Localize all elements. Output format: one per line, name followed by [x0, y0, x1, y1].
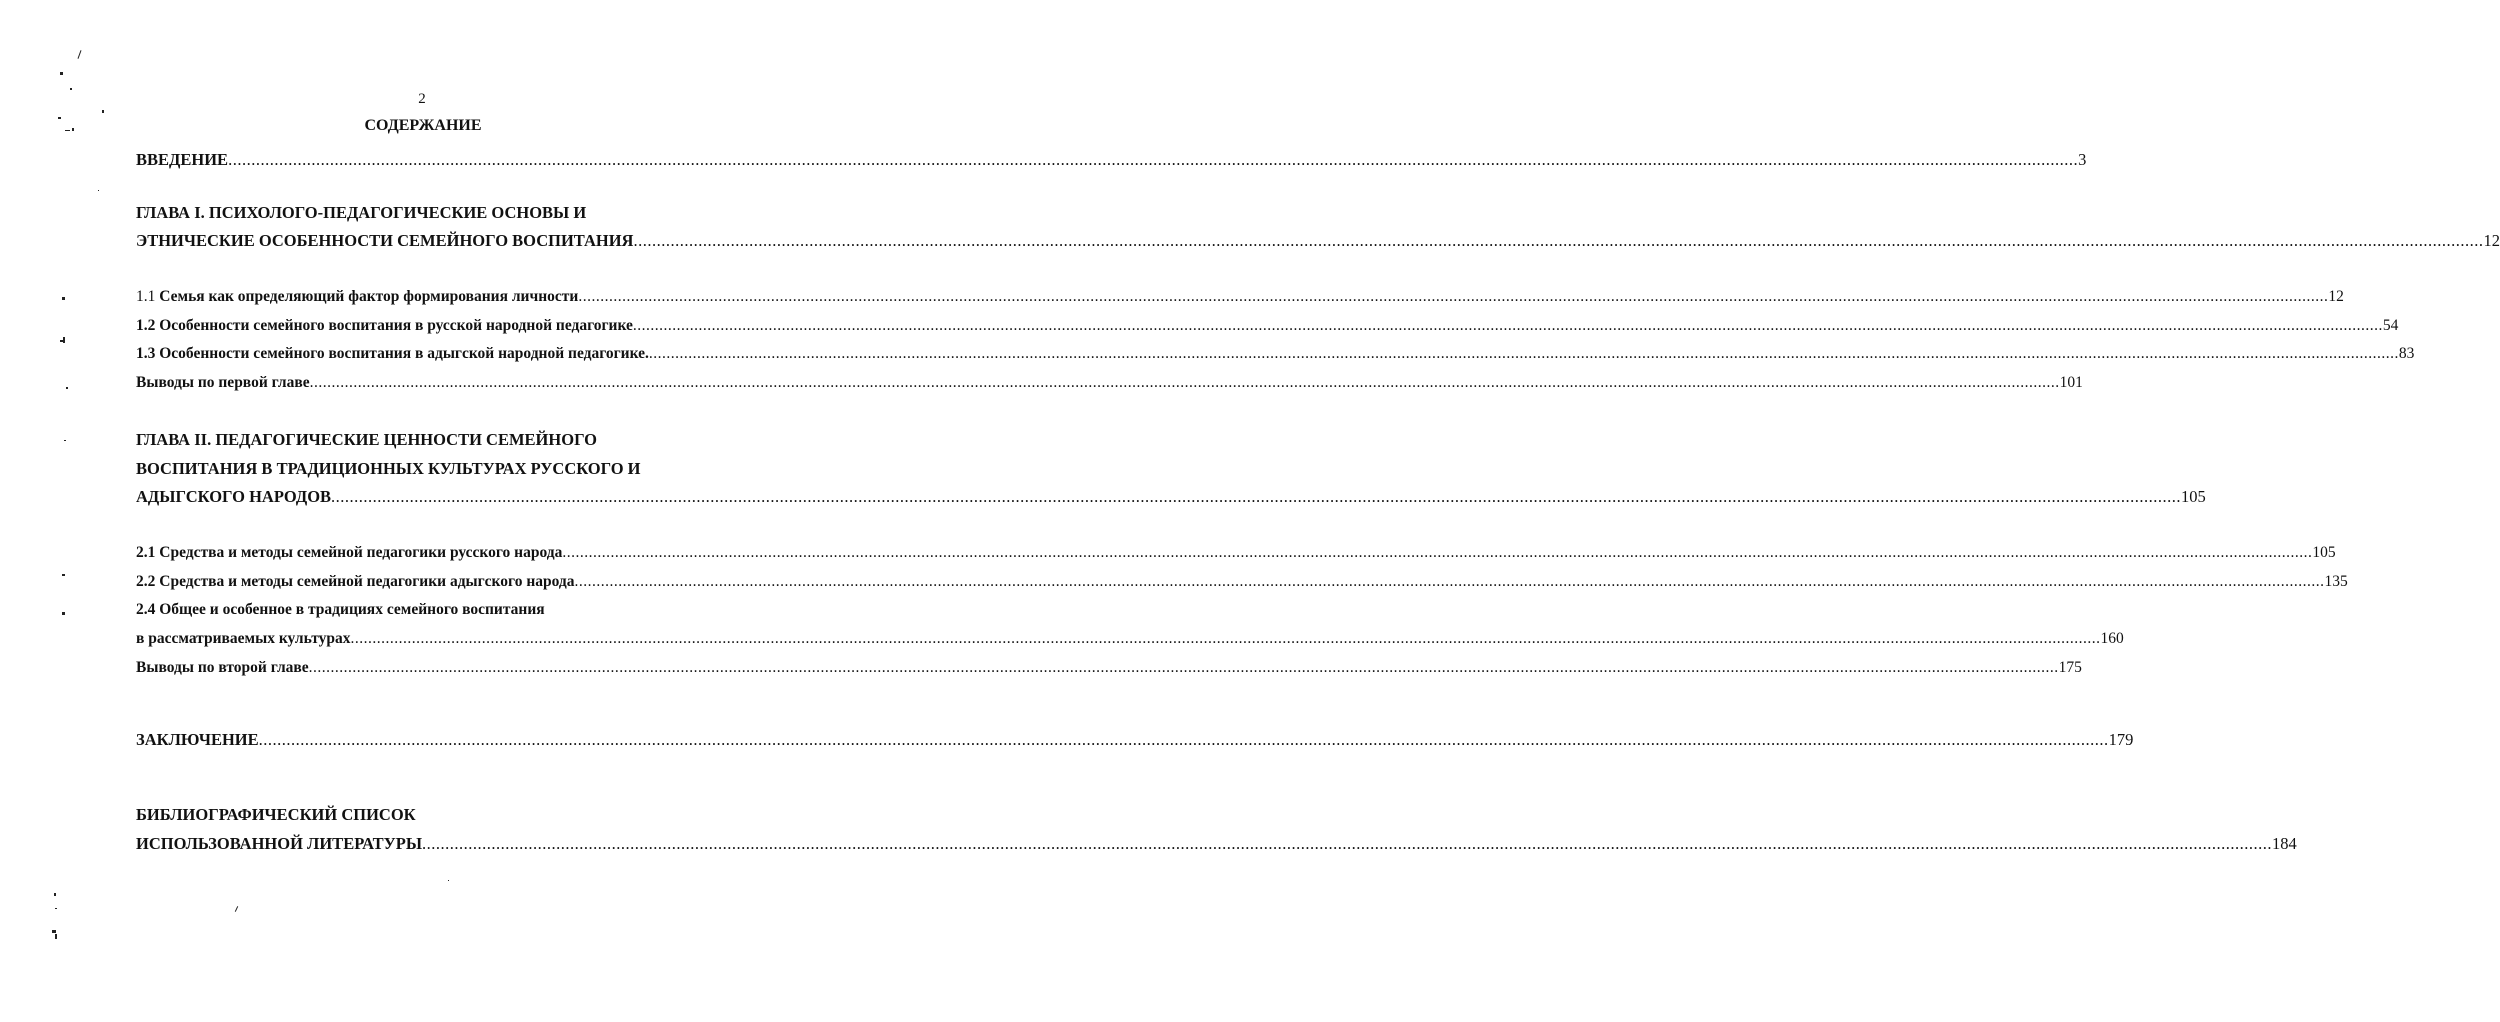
scan-speck [62, 297, 65, 300]
scan-speck [70, 88, 72, 90]
scan-speck [235, 906, 238, 912]
toc-entry-2-2 [136, 573, 2348, 591]
dot-leader: ................................................................................................................................................................................................................................................................................................................................................................................................................ [648, 345, 2399, 362]
scan-speck [55, 908, 57, 909]
toc-entry-text: ЭТНИЧЕСКИЕ ОСОБЕННОСТИ СЕМЕЙНОГО ВОСПИТАНИЯ [136, 231, 634, 250]
toc-page-number: 179 [2108, 730, 2134, 749]
toc-page-number: 175 [2058, 659, 2082, 676]
scan-speck [64, 440, 66, 441]
toc-title: СОДЕРЖАНИЕ [364, 117, 482, 134]
toc-entry-text: 1.3 Особенности семейного воспитания в адыгской народной педагогике. [136, 345, 649, 362]
toc-entry-chapter1 [136, 231, 2500, 251]
scan-speck [55, 934, 57, 939]
scan-speck [62, 612, 65, 615]
toc-entry-chapter2 [136, 487, 2206, 507]
toc-page-number: 105 [2312, 544, 2336, 561]
toc-entry-1-2 [136, 317, 2399, 335]
toc-page-number: 3 [2078, 150, 2087, 169]
dot-leader: ................................................................................................................................................................................................................................................................................................................................................................................................................ [578, 288, 2329, 305]
scan-speck [66, 387, 68, 389]
scan-speck [72, 128, 74, 131]
toc-entry-conclusion [136, 730, 2134, 750]
page-number: 2 [418, 91, 426, 107]
dot-leader: ................................................................................................................................................................................................................................................................................................................................................................................................................ [350, 630, 2101, 647]
toc-entry-text: 2.1 Средства и методы семейной педагогики русского народа [136, 544, 563, 561]
toc-entry-text: ЗАКЛЮЧЕНИЕ [136, 730, 259, 749]
toc-entry-text: 1.2 Особенности семейного воспитания в русской народной педагогике [136, 317, 633, 334]
scan-speck [62, 574, 65, 576]
dot-leader: ................................................................................................................................................................................................................................................................................................................................................................................................................ [632, 317, 2383, 334]
toc-page-number: 12 [2483, 231, 2500, 250]
toc-entry-2-1 [136, 544, 2336, 562]
dot-leader: ................................................................................................................................................................................................................................................................................................................................................................................................................ [574, 573, 2325, 590]
dot-leader: ................................................................................................................................................................................................................................................................................................................................................................................................................ [562, 544, 2313, 561]
toc-entry-text: Выводы по первой главе [136, 374, 310, 391]
toc-page-number: 12 [2328, 288, 2344, 305]
dot-leader: ................................................................................................................................................................................................................................................................................................................................................................................................................ [422, 834, 2273, 853]
scan-speck [54, 893, 56, 896]
toc-page-number: 160 [2100, 630, 2124, 647]
dot-leader: ................................................................................................................................................................................................................................................................................................................................................................................................................ [228, 150, 2079, 169]
dot-leader: ................................................................................................................................................................................................................................................................................................................................................................................................................ [309, 374, 2060, 391]
toc-entry-text: Семья как определяющий фактор формирования личности [159, 288, 579, 305]
toc-entry-text: ВВЕДЕНИЕ [136, 150, 229, 169]
bibliography-heading-line1: БИБЛИОГРАФИЧЕСКИЙ СПИСОК [136, 805, 416, 824]
dot-leader: ................................................................................................................................................................................................................................................................................................................................................................................................................ [308, 659, 2059, 676]
toc-page-number: 54 [2382, 317, 2399, 334]
dot-leader: ................................................................................................................................................................................................................................................................................................................................................................................................................ [331, 487, 2182, 506]
scan-speck [65, 130, 70, 131]
chapter2-heading-line1: ГЛАВА II. ПЕДАГОГИЧЕСКИЕ ЦЕННОСТИ СЕМЕЙНОГО [136, 430, 597, 449]
dot-leader: ................................................................................................................................................................................................................................................................................................................................................................................................................ [258, 730, 2109, 749]
toc-entry-1-1 [136, 288, 2344, 306]
toc-entry-2-4-line1: 2.4 Общее и особенное в традициях семейного воспитания [136, 601, 545, 618]
toc-entry-1-3 [136, 345, 2415, 363]
chapter1-heading-line1: ГЛАВА I. ПСИХОЛОГО-ПЕДАГОГИЧЕСКИЕ ОСНОВЫ И [136, 203, 587, 222]
toc-entry-text: в рассматриваемых культурах [136, 630, 351, 647]
toc-entry-bibliography [136, 834, 2297, 854]
scan-speck [102, 110, 104, 113]
toc-entry-1-conclusions [136, 374, 2083, 392]
toc-entry-2-conclusions [136, 659, 2082, 677]
chapter2-heading-line2: ВОСПИТАНИЯ В ТРАДИЦИОННЫХ КУЛЬТУРАХ РУССКОГО И [136, 459, 641, 478]
section-number: 1.1 [136, 288, 160, 305]
scan-speck [63, 337, 65, 343]
toc-page-number: 83 [2398, 345, 2415, 362]
scan-speck [448, 880, 449, 881]
scan-speck [60, 72, 63, 75]
toc-entry-2-4 [136, 630, 2124, 648]
toc-entry-intro [136, 150, 2087, 170]
toc-page-number: 135 [2324, 573, 2348, 590]
scan-speck [77, 50, 81, 59]
toc-entry-text: 2.2 Средства и методы семейной педагогики адыгского народа [136, 573, 575, 590]
toc-page-number: 105 [2181, 487, 2206, 506]
scan-speck [98, 190, 99, 191]
toc-page-number: 184 [2272, 834, 2297, 853]
scan-speck [58, 117, 61, 119]
toc-entry-text: ИСПОЛЬЗОВАННОЙ ЛИТЕРАТУРЫ [136, 834, 423, 853]
toc-entry-text: Выводы по второй главе [136, 659, 309, 676]
toc-entry-text: АДЫГСКОГО НАРОДОВ [136, 487, 332, 506]
scan-speck [52, 930, 56, 933]
toc-page-number: 101 [2059, 374, 2083, 391]
dot-leader: ................................................................................................................................................................................................................................................................................................................................................................................................................ [633, 231, 2484, 250]
